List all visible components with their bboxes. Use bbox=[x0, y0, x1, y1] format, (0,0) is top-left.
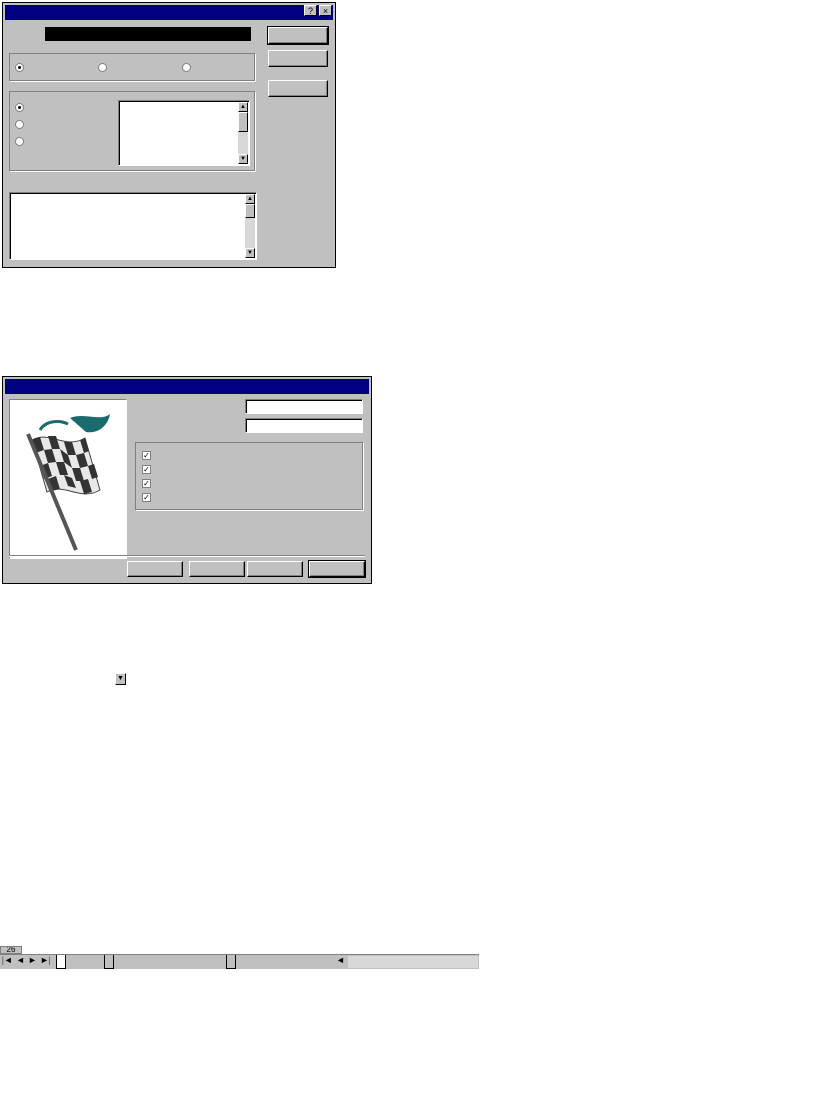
separator bbox=[9, 555, 365, 557]
functions-scrollbar[interactable] bbox=[238, 102, 248, 164]
scroll-thumb[interactable] bbox=[245, 204, 255, 218]
opt2-checkbox[interactable]: ✓ bbox=[143, 465, 150, 474]
dialog-title bbox=[5, 5, 333, 20]
opt3-checkbox[interactable]: ✓ bbox=[143, 479, 150, 488]
functions-list[interactable] bbox=[118, 100, 250, 166]
dialog-title bbox=[5, 379, 369, 394]
help-button[interactable]: ? bbox=[304, 5, 317, 16]
wizard-image bbox=[9, 399, 127, 559]
params-group bbox=[135, 442, 363, 510]
orientation-group bbox=[9, 53, 255, 81]
hide-items-list[interactable] bbox=[9, 192, 257, 260]
scroll-up-icon[interactable]: ▲ bbox=[238, 102, 248, 112]
orient-sheets-radio[interactable] bbox=[182, 63, 191, 72]
next-button[interactable] bbox=[247, 561, 303, 577]
orient-cols-radio[interactable] bbox=[98, 63, 107, 72]
sheet-tabs-bar bbox=[0, 954, 479, 969]
subtotals-group bbox=[9, 91, 255, 171]
tab-first-icon[interactable]: |◄ bbox=[2, 955, 13, 965]
sub-other-radio[interactable] bbox=[15, 120, 24, 129]
hscroll-track[interactable] bbox=[348, 956, 478, 968]
close-button[interactable]: × bbox=[319, 5, 332, 16]
scroll-down-icon[interactable]: ▼ bbox=[245, 248, 255, 258]
pivot-wizard-dialog bbox=[2, 376, 372, 584]
back-button[interactable] bbox=[189, 561, 245, 577]
hide-items-scrollbar[interactable] bbox=[245, 194, 255, 258]
checkered-flag-icon bbox=[10, 400, 124, 556]
scroll-up-icon[interactable]: ▲ bbox=[245, 194, 255, 204]
cancel-button[interactable] bbox=[127, 561, 183, 577]
tab-next-icon[interactable]: ► bbox=[28, 955, 37, 965]
orient-rows-radio[interactable] bbox=[15, 63, 24, 72]
delete-button[interactable] bbox=[268, 80, 328, 97]
hscroll-left-icon[interactable]: ◄ bbox=[336, 955, 345, 965]
dropdown-arrow-icon[interactable]: ▼ bbox=[115, 673, 126, 685]
name-input[interactable] bbox=[45, 27, 251, 41]
ok-button[interactable] bbox=[268, 27, 328, 44]
scroll-down-icon[interactable]: ▼ bbox=[238, 154, 248, 164]
calc-field-dialog bbox=[2, 2, 336, 268]
place-input[interactable] bbox=[245, 399, 363, 414]
opt4-checkbox[interactable]: ✓ bbox=[143, 493, 150, 502]
sub-none-radio[interactable] bbox=[15, 137, 24, 146]
tab-work-info[interactable] bbox=[104, 955, 114, 969]
opt1-checkbox[interactable]: ✓ bbox=[143, 451, 150, 460]
cancel-button[interactable] bbox=[268, 50, 328, 67]
sub-auto-radio[interactable] bbox=[15, 103, 24, 112]
tab-last-icon[interactable]: ►| bbox=[40, 955, 51, 965]
excel-pivot-sheet bbox=[0, 656, 479, 968]
scroll-thumb[interactable] bbox=[238, 112, 248, 132]
table-name-input[interactable] bbox=[245, 418, 363, 433]
tab-sales-info[interactable] bbox=[226, 955, 236, 969]
tab-sheet1[interactable] bbox=[56, 955, 66, 969]
sheet-break bbox=[0, 832, 479, 842]
tab-prev-icon[interactable]: ◄ bbox=[16, 955, 25, 965]
finish-button[interactable] bbox=[309, 561, 365, 577]
row-26-header: 26 bbox=[0, 946, 22, 954]
